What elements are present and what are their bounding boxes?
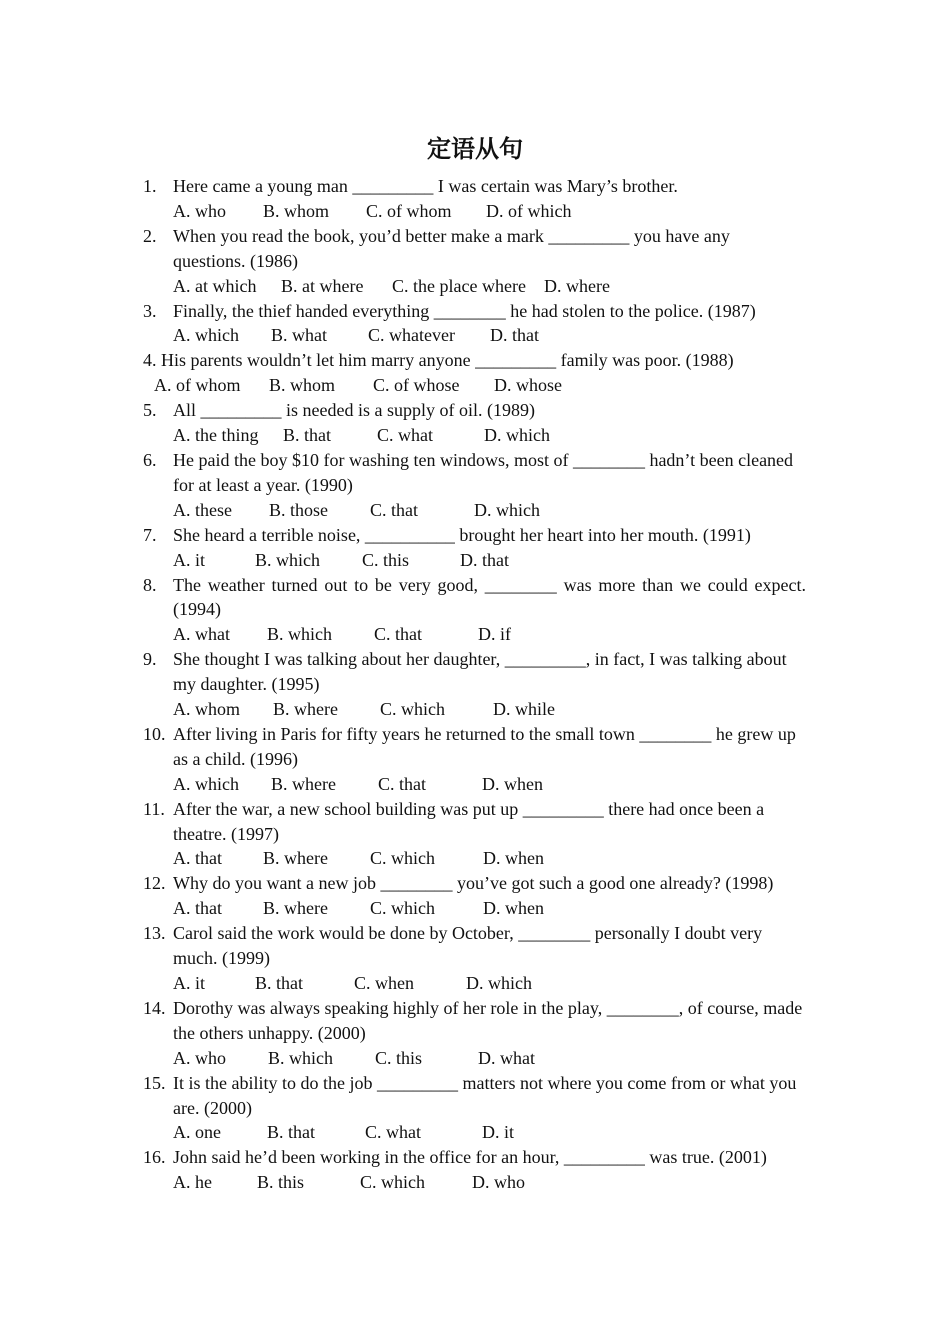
question-stem: She heard a terrible noise, __________ brought her heart into her mouth. (1991) <box>173 524 751 545</box>
question-stem: The weather turned out to be very good, ________ was more than we could expect. (1994) <box>173 574 806 620</box>
question-stem: Carol said the work would be done by October, ________ personally I doubt very much. (1999) <box>173 923 763 969</box>
option-c[interactable]: C. which <box>370 898 435 919</box>
option-d[interactable]: D. whose <box>494 375 562 396</box>
option-a[interactable]: A. he <box>173 1172 212 1193</box>
option-a[interactable]: A. which <box>173 773 239 794</box>
option-d[interactable]: D. who <box>472 1172 525 1193</box>
question-number: 14. <box>143 997 166 1018</box>
question-item <box>143 722 806 772</box>
answer-options <box>143 896 806 921</box>
question-number: 6. <box>143 449 157 470</box>
question-number: 9. <box>143 649 157 670</box>
question-item <box>143 398 806 423</box>
question-stem: After living in Paris for fifty years he returned to the small town ________ he grew up as a child. (1996) <box>173 723 796 769</box>
option-b[interactable]: B. where <box>271 773 336 794</box>
option-c[interactable]: C. whatever <box>368 325 455 346</box>
answer-options <box>143 498 806 523</box>
answer-options <box>143 846 806 871</box>
option-a[interactable]: A. it <box>173 973 206 993</box>
option-a[interactable]: A. at which <box>173 275 257 296</box>
option-b[interactable]: B. where <box>273 699 338 720</box>
question-stem: Finally, the thief handed everything ________ he had stolen to the police. (1987) <box>173 300 756 321</box>
option-c[interactable]: C. that <box>370 499 418 520</box>
answer-options <box>143 199 806 224</box>
option-b[interactable]: B. that <box>255 973 303 993</box>
option-a[interactable]: A. the thing <box>173 425 259 446</box>
option-d[interactable]: D. when <box>482 773 543 794</box>
question-stem: Why do you want a new job ________ you’ve got such a good one already? (1998) <box>173 873 774 894</box>
question-list <box>143 174 806 1195</box>
question-item <box>143 1145 806 1170</box>
question-number: 2. <box>143 225 157 246</box>
question-item <box>143 299 806 324</box>
question-item <box>143 174 806 199</box>
option-b[interactable]: B. at where <box>281 275 364 296</box>
option-a[interactable]: A. it <box>173 549 206 570</box>
option-c[interactable]: C. what <box>365 1122 421 1143</box>
answer-options <box>143 971 806 996</box>
question-number: 13. <box>143 923 166 944</box>
option-c[interactable]: C. this <box>375 1047 423 1068</box>
option-a[interactable]: A. that <box>173 848 222 869</box>
answer-options <box>143 772 806 797</box>
option-a[interactable]: A. who <box>173 200 226 221</box>
answer-options <box>143 423 806 448</box>
option-d[interactable]: D. that <box>460 549 509 570</box>
option-c[interactable]: C. the place where <box>392 275 526 296</box>
option-d[interactable]: D. while <box>493 699 555 720</box>
option-b[interactable]: B. that <box>267 1122 315 1143</box>
option-b[interactable]: B. which <box>255 549 320 570</box>
question-stem: All _________ is needed is a supply of oil. (1989) <box>173 400 535 421</box>
option-b[interactable]: B. which <box>268 1047 333 1068</box>
question-stem: John said he’d been working in the office for an hour, _________ was true. (2001) <box>173 1147 767 1168</box>
option-d[interactable]: D. which <box>466 973 532 993</box>
option-c[interactable]: C. which <box>360 1172 425 1193</box>
question-stem: It is the ability to do the job _________ matters not where you come from or what you are. (2000) <box>173 1072 797 1118</box>
option-d[interactable]: D. when <box>483 848 544 869</box>
answer-options <box>143 1046 806 1071</box>
question-item <box>143 573 806 623</box>
option-d[interactable]: D. if <box>478 624 511 645</box>
option-b[interactable]: B. this <box>257 1172 305 1193</box>
option-c[interactable]: C. of whose <box>373 375 460 396</box>
question-item <box>143 996 806 1046</box>
option-a[interactable]: A. whom <box>173 699 240 720</box>
question-item <box>143 1071 806 1121</box>
option-d[interactable]: D. of which <box>486 200 572 221</box>
option-a[interactable]: A. what <box>173 624 230 645</box>
option-c[interactable]: C. of whom <box>366 200 452 221</box>
option-d[interactable]: D. what <box>478 1047 535 1068</box>
option-b[interactable]: B. whom <box>263 200 330 221</box>
option-b[interactable]: B. that <box>283 425 331 446</box>
question-number: 4. <box>143 350 157 371</box>
question-stem: After the war, a new school building was put up _________ there had once been a theatre. (1997) <box>173 798 765 844</box>
option-b[interactable]: B. where <box>263 898 328 919</box>
question-number: 12. <box>143 873 166 894</box>
option-b[interactable]: B. which <box>267 624 332 645</box>
option-a[interactable]: A. these <box>173 499 232 520</box>
question-item <box>143 348 806 373</box>
question-number: 7. <box>143 524 157 545</box>
option-d[interactable]: D. it <box>482 1122 515 1143</box>
option-c[interactable]: C. this <box>362 549 410 570</box>
option-d[interactable]: D. which <box>484 425 550 446</box>
question-item <box>143 224 806 274</box>
option-c[interactable]: C. what <box>377 425 433 446</box>
question-number: 11. <box>143 798 165 819</box>
question-number: 8. <box>143 574 157 595</box>
question-number: 3. <box>143 300 157 321</box>
option-c[interactable]: C. that <box>374 624 422 645</box>
option-d[interactable]: D. that <box>490 325 539 346</box>
question-number: 10. <box>143 723 166 744</box>
question-number: 5. <box>143 400 157 421</box>
question-item <box>143 523 806 548</box>
option-b[interactable]: B. what <box>271 325 327 346</box>
option-b[interactable]: B. those <box>269 499 329 520</box>
answer-options <box>143 1120 806 1145</box>
option-a[interactable]: A. one <box>173 1122 221 1143</box>
answer-options <box>143 622 806 647</box>
answer-options <box>143 274 806 299</box>
question-item <box>143 871 806 896</box>
question-number: 16. <box>143 1147 166 1168</box>
page-title: 定语从句 <box>427 135 523 163</box>
option-c[interactable]: C. which <box>370 848 435 869</box>
option-c[interactable]: C. when <box>354 973 414 993</box>
answer-options <box>143 1170 806 1195</box>
option-b[interactable]: B. where <box>263 848 328 869</box>
question-stem: She thought I was talking about her daughter, _________, in fact, I was talking about my daughter. (1995) <box>173 649 787 695</box>
answer-options <box>143 323 806 348</box>
question-number: 1. <box>143 176 157 196</box>
option-a[interactable]: A. that <box>173 898 222 919</box>
question-stem: He paid the boy $10 for washing ten windows, most of ________ hadn’t been cleaned for at least a year. (1990) <box>173 449 794 495</box>
question-stem: When you read the book, you’d better make a mark _________ you have any questions. (1986) <box>173 225 730 271</box>
answer-options <box>143 548 806 573</box>
question-stem: His parents wouldn’t let him marry anyone _________ family was poor. (1988) <box>161 350 734 371</box>
question-item <box>143 448 806 498</box>
option-a[interactable]: A. of whom <box>154 375 241 396</box>
option-d[interactable]: D. where <box>544 275 610 296</box>
answer-options <box>143 697 806 722</box>
option-c[interactable]: C. that <box>378 773 426 794</box>
option-c[interactable]: C. which <box>380 699 445 720</box>
option-b[interactable]: B. whom <box>269 375 336 396</box>
option-d[interactable]: D. which <box>474 499 540 520</box>
option-a[interactable]: A. who <box>173 1047 226 1068</box>
option-d[interactable]: D. when <box>483 898 544 919</box>
answer-options <box>143 373 806 398</box>
question-item <box>143 797 806 847</box>
question-item <box>143 647 806 697</box>
option-a[interactable]: A. which <box>173 325 239 346</box>
question-item <box>143 921 806 971</box>
question-stem: Here came a young man _________ I was certain was Mary’s brother. <box>173 176 678 196</box>
question-number: 15. <box>143 1072 166 1093</box>
question-stem: Dorothy was always speaking highly of her role in the play, ________, of course, made the others unhappy. (2000) <box>173 997 803 1043</box>
